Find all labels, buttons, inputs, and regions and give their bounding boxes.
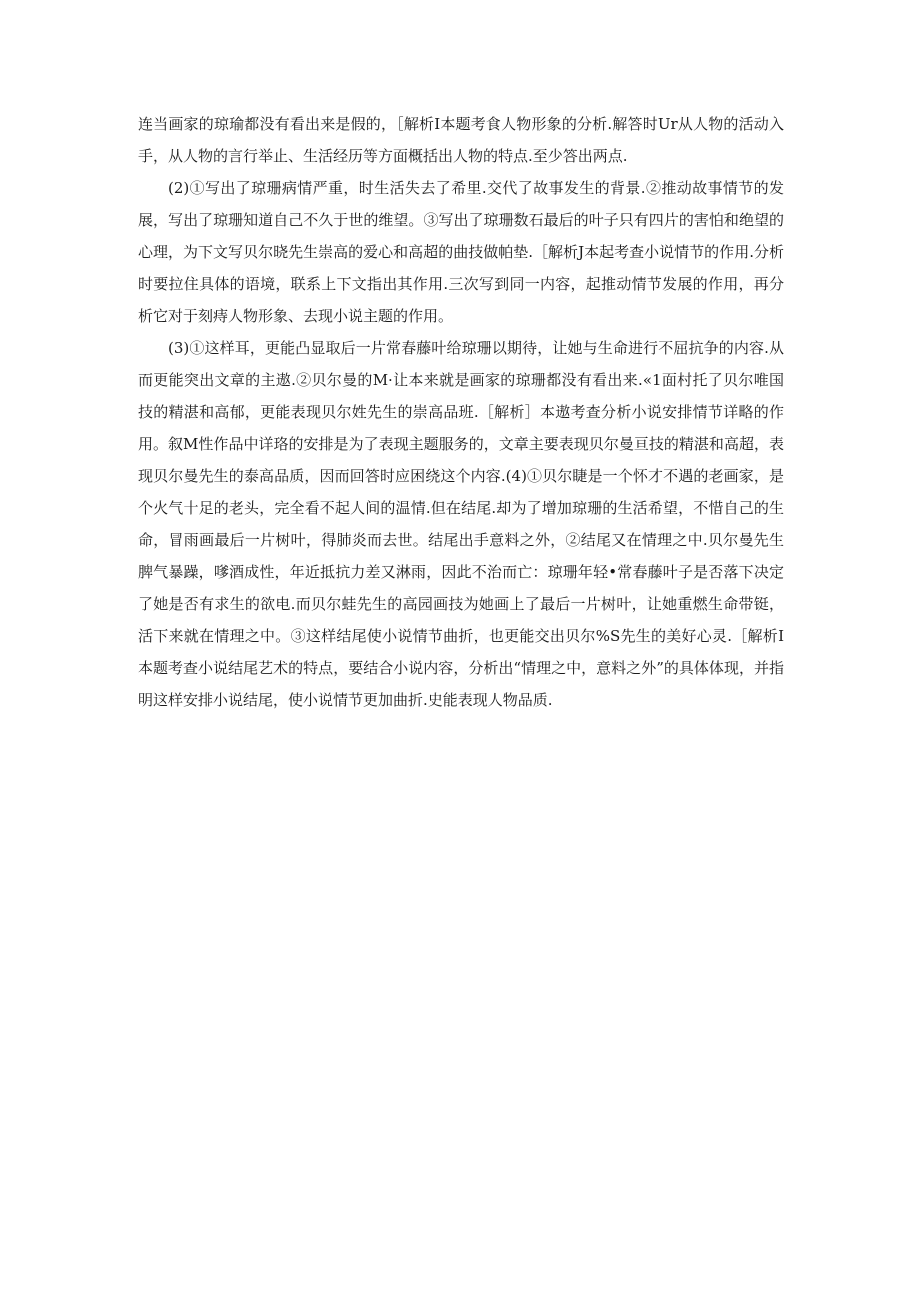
answer-paragraph-3-4: (3)①这样耳，更能凸显取后一片常春藤叶给琼珊以期待，让她与生命进行不屈抗争的内容.从而更能突出文章的主遨.②贝尔曼的M·让本来就是画家的琼珊都没有看出来.«1面村托了贝尔唯国技的精湛和高郁，更能表现贝尔姓先生的崇高品班.［解析］本遨考查分析小说安排情节详略的作用。叙M性作品中详珞的安排是为了表现主题服务的，文章主要表现贝尔曼亘技的精湛和高超，表现贝尔曼先生的泰高品质，因而回答时应困绕这个内容.(4)①贝尔睫是一个怀才不遇的老画家，是个火气十足的老头，完全看不起人间的温情.但在结尾.却为了增加琼珊的生活希望，不惜自己的生命，冒雨画最后一片树叶，得肺炎而去世。结尾出手意料之外，②结尾又在情理之中.贝尔曼先生脾气暴躁，嗲酒成性，年近抵抗力差又淋雨，因此不治而亡：琼珊年轻•常春藤叶子是否落下决定了她是否有求生的欲电.而贝尔蛙先生的高园画技为她画上了最后一片树叶，让她重燃生命带铤，活下来就在情理之中。③这样结尾使小说情节曲折，也更能交出贝尔%S先生的美好心灵.［解析I本题考查小说结尾艺术的特点，要结合小说内容，分析出“情理之中，意料之外”的具体体现，并指明这样安排小说结尾，使小说情节更加曲折.史能表现人物品质. — [138, 339, 784, 709]
document-body — [138, 108, 784, 716]
answer-paragraph-2: (2)①写出了琼珊病情严重，时生活失去了希里.交代了故事发生的背景.②推动故事情节的发展，写出了琼珊知道自己不久于世的维望。③写出了琼珊数石最后的叶子只有四片的害怕和绝望的心理，为下文写贝尔晓先生崇高的爱心和高超的曲技做帕垫.［解析J本起考查小说情节的作用.分析时要拉住具体的语境，联系上下文指出其作用.三次写到同一内容，起推动情节发展的作用，再分析它对于刻痔人物形象、去现小说主题的作用。 — [138, 179, 784, 325]
answer-paragraph-1-continued: 连当画家的琼瑜都没有看出来是假的，［解析I本题考食人物形象的分析.解答时Ur从人物的活动入手，从人物的言行举止、生活经历等方面概括出人物的特点.至少答出两点. — [138, 115, 784, 165]
